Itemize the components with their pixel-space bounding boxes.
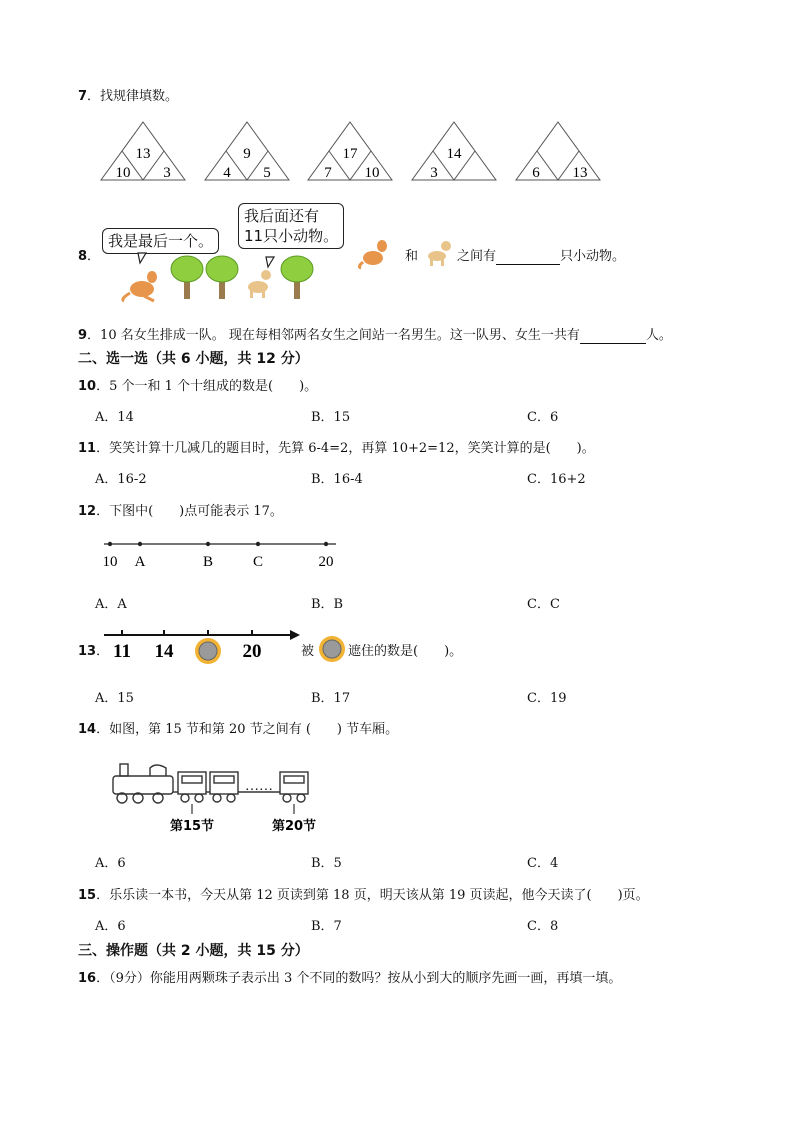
label-10: 10 xyxy=(102,554,118,570)
number-line-q13 xyxy=(100,626,302,666)
question-11: 11．笑笑计算十几减几的题目时，先算 6-4=2，再算 10+2=12，笑笑计算的是( )。 xyxy=(78,441,595,456)
triangle-3-left: 7 xyxy=(324,165,332,181)
option-b[interactable]: B．16-4 xyxy=(311,472,363,487)
triangle-5 xyxy=(516,122,600,181)
tree-icon xyxy=(171,256,203,299)
label-car-15: 第15节 xyxy=(169,819,215,834)
option-c[interactable]: C．19 xyxy=(527,691,567,706)
train-car xyxy=(178,772,206,802)
answer-blank[interactable] xyxy=(496,249,560,265)
option-c[interactable]: C．C xyxy=(527,597,560,612)
triangle-1-right: 3 xyxy=(163,165,171,181)
speech-bubble-1: 我是最后一个。 xyxy=(102,228,219,254)
triangle-2-top: 9 xyxy=(243,146,251,162)
option-b[interactable]: B．7 xyxy=(311,919,342,934)
q8-illustration xyxy=(98,197,358,305)
animals-and-trees xyxy=(98,197,358,305)
sun-cover-icon xyxy=(195,638,221,664)
triangle-3 xyxy=(308,122,392,181)
sun-cover-icon xyxy=(317,634,347,664)
tree-icon xyxy=(281,256,313,299)
tree-icon xyxy=(206,256,238,299)
question-10: 10．5 个一和 1 个十组成的数是( )。 xyxy=(78,379,318,394)
question-12: 12．下图中( )点可能表示 17。 xyxy=(78,504,283,519)
option-b[interactable]: B．B xyxy=(311,597,344,612)
label-car-20: 第20节 xyxy=(271,819,317,834)
question-13-number: 13． xyxy=(78,644,110,659)
question-number: 7 xyxy=(78,89,88,104)
option-c[interactable]: C．16+2 xyxy=(527,472,586,487)
triangle-1-left: 10 xyxy=(115,165,131,181)
option-a[interactable]: A．A xyxy=(95,597,127,612)
option-a[interactable]: A．15 xyxy=(95,691,134,706)
kangaroo-icon xyxy=(123,271,157,301)
triangle-puzzles xyxy=(96,120,616,184)
number-line-q12 xyxy=(100,532,350,580)
option-b[interactable]: B．17 xyxy=(311,691,351,706)
triangle-5-right: 13 xyxy=(572,165,588,181)
question-16: 16．（9分）你能用两颗珠子表示出 3 个不同的数吗？按从小到大的顺序先画一画，再填一填。 xyxy=(78,971,622,986)
label-b: B xyxy=(202,554,214,570)
q13-text-a: 被 xyxy=(301,644,315,659)
ellipsis: …… xyxy=(245,779,273,794)
train-car xyxy=(210,772,238,802)
option-c[interactable]: C．6 xyxy=(527,410,559,425)
q8-text: 之间有 只小动物。 xyxy=(457,249,626,264)
speech-bubble-2: 我后面还有 11只小动物。 xyxy=(238,203,344,249)
triangle-2-right: 5 xyxy=(263,165,271,181)
label-11: 11 xyxy=(113,641,131,662)
kangaroo-small-icon xyxy=(355,232,395,270)
dog-icon xyxy=(248,270,271,298)
triangle-4-left: 3 xyxy=(430,165,438,181)
question-14: 14．如图，第 15 节和第 20 节之间有 ( ) 节车厢。 xyxy=(78,722,399,737)
section-3-heading: 三、操作题（共 2 小题，共 15 分） xyxy=(78,943,309,959)
question-7 xyxy=(78,85,178,104)
question-9: 9．10 名女生排成一队。 现在每相邻两名女生之间站一名男生。这一队男、女生一共有 人。 xyxy=(78,328,672,343)
option-c[interactable]: C．8 xyxy=(527,919,559,934)
triangle-4 xyxy=(412,122,496,181)
label-c: C xyxy=(252,554,264,570)
triangle-3-right: 10 xyxy=(364,165,380,181)
option-a[interactable]: A．6 xyxy=(95,919,126,934)
option-b[interactable]: B．15 xyxy=(311,410,351,425)
option-c[interactable]: C．4 xyxy=(527,856,559,871)
q13-text-b: 遮住的数是( )。 xyxy=(348,644,463,659)
triangle-4-top: 14 xyxy=(446,146,462,162)
question-text: ．找规律填数。 xyxy=(87,89,179,104)
dog-small-icon xyxy=(422,234,456,268)
label-20: 20 xyxy=(242,641,262,662)
label-14: 14 xyxy=(154,641,174,662)
triangle-5-left: 6 xyxy=(532,165,540,181)
question-15: 15．乐乐读一本书，今天从第 12 页读到第 18 页，明天该从第 19 页读起，他今天读了( )页。 xyxy=(78,888,649,903)
train-car xyxy=(280,772,308,802)
answer-blank[interactable] xyxy=(580,328,646,344)
triangle-1-top: 13 xyxy=(135,146,151,162)
triangle-2 xyxy=(205,122,289,181)
option-a[interactable]: A．14 xyxy=(95,410,134,425)
triangle-1 xyxy=(101,122,185,181)
triangle-3-top: 17 xyxy=(342,146,358,162)
section-2-heading: 二、选一选（共 6 小题，共 12 分） xyxy=(78,351,309,367)
option-b[interactable]: B．5 xyxy=(311,856,342,871)
locomotive-icon xyxy=(113,764,173,803)
label-20: 20 xyxy=(318,554,334,570)
question-8-number: 8． xyxy=(78,249,101,264)
train-diagram xyxy=(110,758,330,838)
label-a: A xyxy=(134,554,146,570)
option-a[interactable]: A．6 xyxy=(95,856,126,871)
option-a[interactable]: A．16-2 xyxy=(95,472,147,487)
triangle-2-left: 4 xyxy=(223,165,231,181)
q8-and: 和 xyxy=(405,249,419,264)
